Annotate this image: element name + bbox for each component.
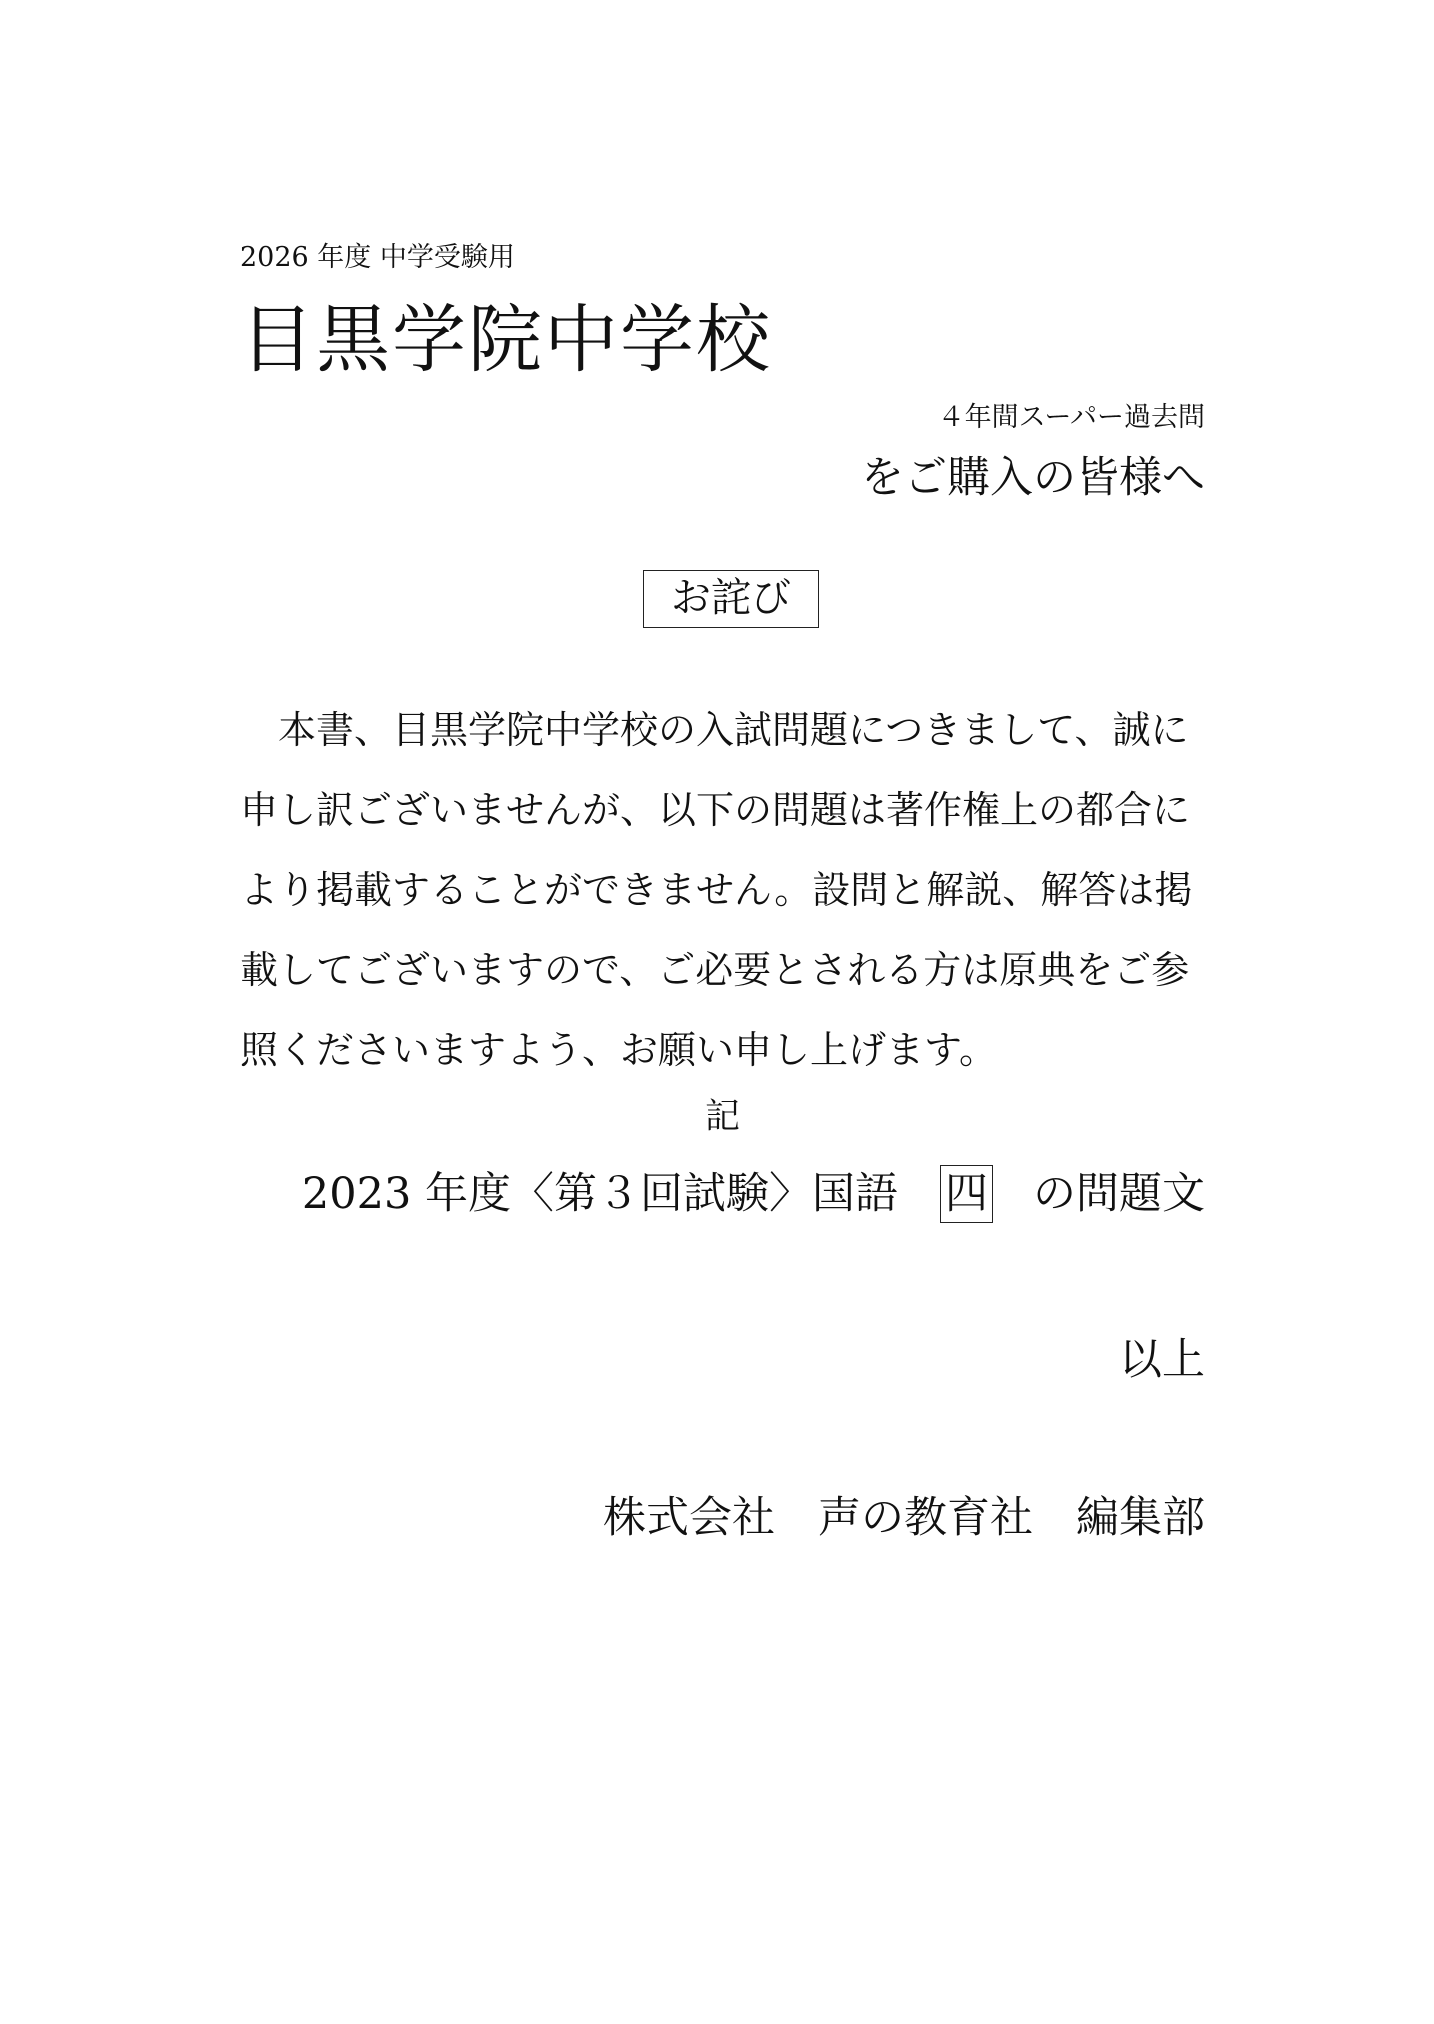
notice-line: 申し訳ございませんが、以下の問題は著作権上の都合に [240, 788, 1191, 832]
notice-body [240, 690, 1206, 1090]
notice-line: より掲載することができません。設問と解説、解答は掲 [240, 868, 1193, 912]
omitted-item-suffix: の問題文 [1033, 1169, 1205, 1219]
apology-heading-box: お詫び [643, 570, 819, 628]
notice-line: 照くださいますよう、お願い申し上げます。 [240, 1028, 997, 1072]
year-label: 2026 年度 中学受験用 [240, 242, 515, 273]
school-name-title: 目黒学院中学校 [240, 297, 772, 383]
closing-text: 以上 [1119, 1335, 1205, 1385]
notice-line: 本書、目黒学院中学校の入試問題につきまして、誠に [240, 708, 1189, 752]
greeting-line: をご購入の皆様へ [861, 453, 1205, 503]
publisher-signature: 株式会社 声の教育社 編集部 [603, 1493, 1205, 1543]
ki-heading: 記 [705, 1097, 741, 1137]
section-number-box: 四 [940, 1165, 993, 1223]
product-name: ４年間スーパー過去問 [937, 402, 1205, 433]
notice-line: 載してございますので、ご必要とされる方は原典をご参 [240, 948, 1190, 992]
omitted-item-line [302, 1164, 1205, 1224]
omitted-item-prefix: 2023 年度〈第３回試験〉国語 [301, 1169, 898, 1219]
